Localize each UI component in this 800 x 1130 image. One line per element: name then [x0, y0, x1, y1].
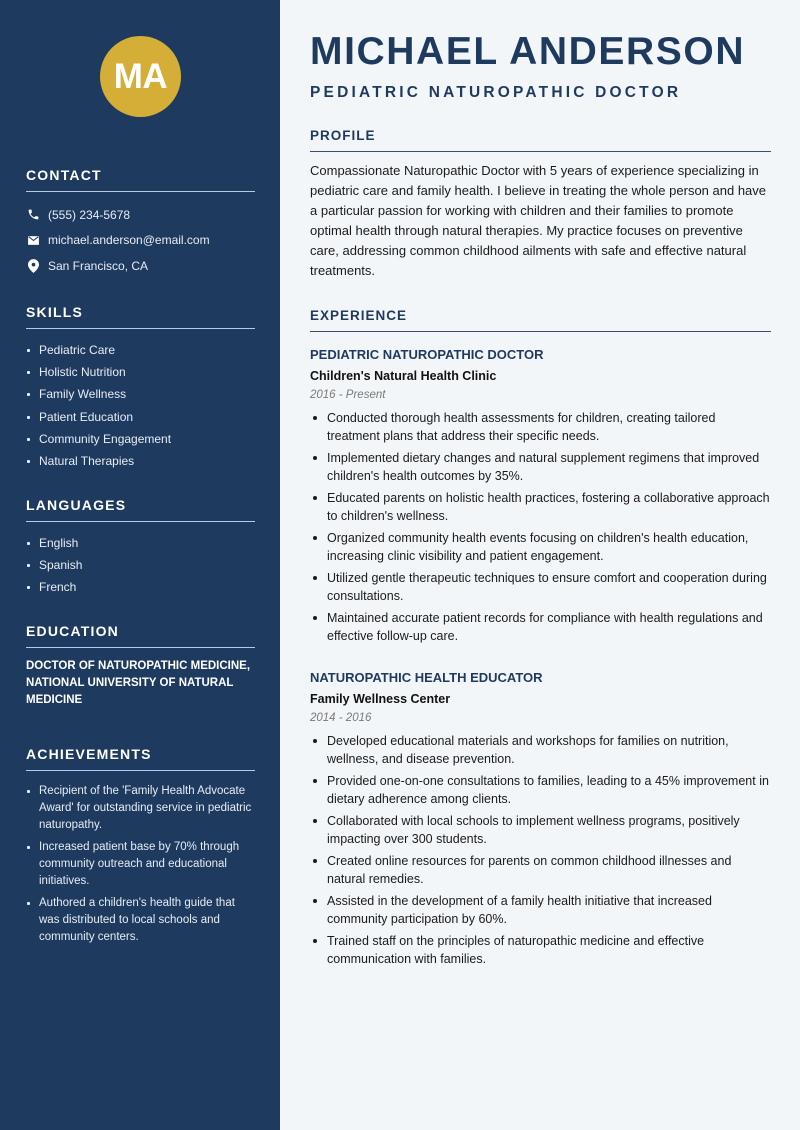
education-section — [26, 623, 255, 709]
avatar — [100, 36, 181, 117]
skills-list — [26, 339, 255, 472]
skills-section — [26, 304, 255, 472]
job-bullet: Collaborated with local schools to implement wellness programs, positively impacting over 300 students. — [310, 812, 771, 848]
location-icon — [26, 259, 40, 273]
job-bullets — [310, 409, 771, 645]
job-company: Family Wellness Center — [310, 692, 451, 706]
languages-list — [26, 532, 255, 599]
language-item: English — [26, 532, 255, 554]
contact-email-text[interactable]: michael.anderson@email.com — [48, 233, 210, 248]
section-title-education: EDUCATION — [26, 623, 255, 648]
candidate-role: PEDIATRIC NATUROPATHIC DOCTOR — [310, 84, 682, 101]
achievement-item: Authored a children's health guide that was distributed to local schools and community centers. — [26, 895, 255, 946]
job-bullets — [310, 732, 771, 968]
job-bullet: Maintained accurate patient records for compliance with health regulations and effective follow-up care. — [310, 609, 771, 645]
contact-phone — [26, 202, 255, 228]
job-bullet: Utilized gentle therapeutic techniques to ensure comfort and cooperation during consultations. — [310, 569, 771, 605]
language-item: Spanish — [26, 554, 255, 576]
skill-item: Community Engagement — [26, 428, 255, 450]
job-entry — [310, 670, 771, 972]
section-title-experience: EXPERIENCE — [310, 308, 771, 332]
job-bullet: Assisted in the development of a family health initiative that increased community participation by 60%. — [310, 892, 771, 928]
job-entry — [310, 347, 771, 649]
job-bullet: Educated parents on holistic health practices, fostering a collaborative approach to children's wellness. — [310, 489, 771, 525]
job-title: PEDIATRIC NATUROPATHIC DOCTOR — [310, 347, 544, 362]
email-icon — [26, 233, 40, 247]
section-title-skills: SKILLS — [26, 304, 255, 329]
job-bullet: Trained staff on the principles of naturopathic medicine and effective communication with families. — [310, 932, 771, 968]
contact-list — [26, 202, 255, 279]
job-title: NATUROPATHIC HEALTH EDUCATOR — [310, 670, 543, 685]
skill-item: Pediatric Care — [26, 339, 255, 361]
profile-summary: Compassionate Naturopathic Doctor with 5 years of experience specializing in pediatric care and family health. I believe in treating the whole person and have a particular passion for working with children and their families to promote optimal health through natural therapies. My practice focuses on preventive care, addressing common childhood ailments with safe and effective natural treatments. — [310, 163, 767, 278]
achievements-list — [26, 783, 255, 946]
avatar-initials: MA — [113, 56, 168, 96]
section-title-contact: CONTACT — [26, 167, 255, 192]
job-company: Children's Natural Health Clinic — [310, 369, 497, 383]
sidebar — [0, 0, 280, 1130]
job-bullet: Conducted thorough health assessments for children, creating tailored treatment plans that address their specific needs. — [310, 409, 771, 445]
contact-section — [26, 167, 255, 279]
job-bullet: Created online resources for parents on common childhood illnesses and natural remedies. — [310, 852, 771, 888]
section-title-languages: LANGUAGES — [26, 497, 255, 522]
skill-item: Holistic Nutrition — [26, 361, 255, 383]
job-bullet: Implemented dietary changes and natural supplement regimens that improved children's health outcomes by 35%. — [310, 449, 771, 485]
languages-section — [26, 497, 255, 599]
job-dates: 2016 - Present — [310, 389, 386, 401]
language-item: French — [26, 576, 255, 598]
achievements-section — [26, 746, 255, 951]
skill-item: Patient Education — [26, 406, 255, 428]
job-bullet: Provided one-on-one consultations to families, leading to a 45% improvement in dietary adherence among clients. — [310, 772, 771, 808]
contact-location-text: San Francisco, CA — [48, 258, 149, 273]
achievement-item: Recipient of the 'Family Health Advocate Award' for outstanding service in pediatric naturopathy. — [26, 783, 255, 834]
contact-email — [26, 228, 255, 254]
candidate-name: MICHAEL ANDERSON — [310, 30, 746, 73]
experience-section — [310, 308, 771, 332]
achievement-item: Increased patient base by 70% through community outreach and educational initiatives. — [26, 839, 255, 890]
job-bullet: Organized community health events focusing on children's health education, increasing clinic visibility and patient engagement. — [310, 529, 771, 565]
education-degree: DOCTOR OF NATUROPATHIC MEDICINE, NATIONAL UNIVERSITY OF NATURAL MEDICINE — [26, 660, 251, 706]
job-bullet: Developed educational materials and workshops for families on nutrition, wellness, and disease prevention. — [310, 732, 771, 768]
section-title-achievements: ACHIEVEMENTS — [26, 746, 255, 771]
job-dates: 2014 - 2016 — [310, 712, 372, 724]
contact-location — [26, 253, 255, 279]
profile-section — [310, 128, 771, 281]
skill-item: Family Wellness — [26, 383, 255, 405]
phone-icon — [26, 208, 40, 222]
section-title-profile: PROFILE — [310, 128, 771, 152]
skill-item: Natural Therapies — [26, 450, 255, 472]
contact-phone-text[interactable]: (555) 234-5678 — [48, 207, 131, 222]
